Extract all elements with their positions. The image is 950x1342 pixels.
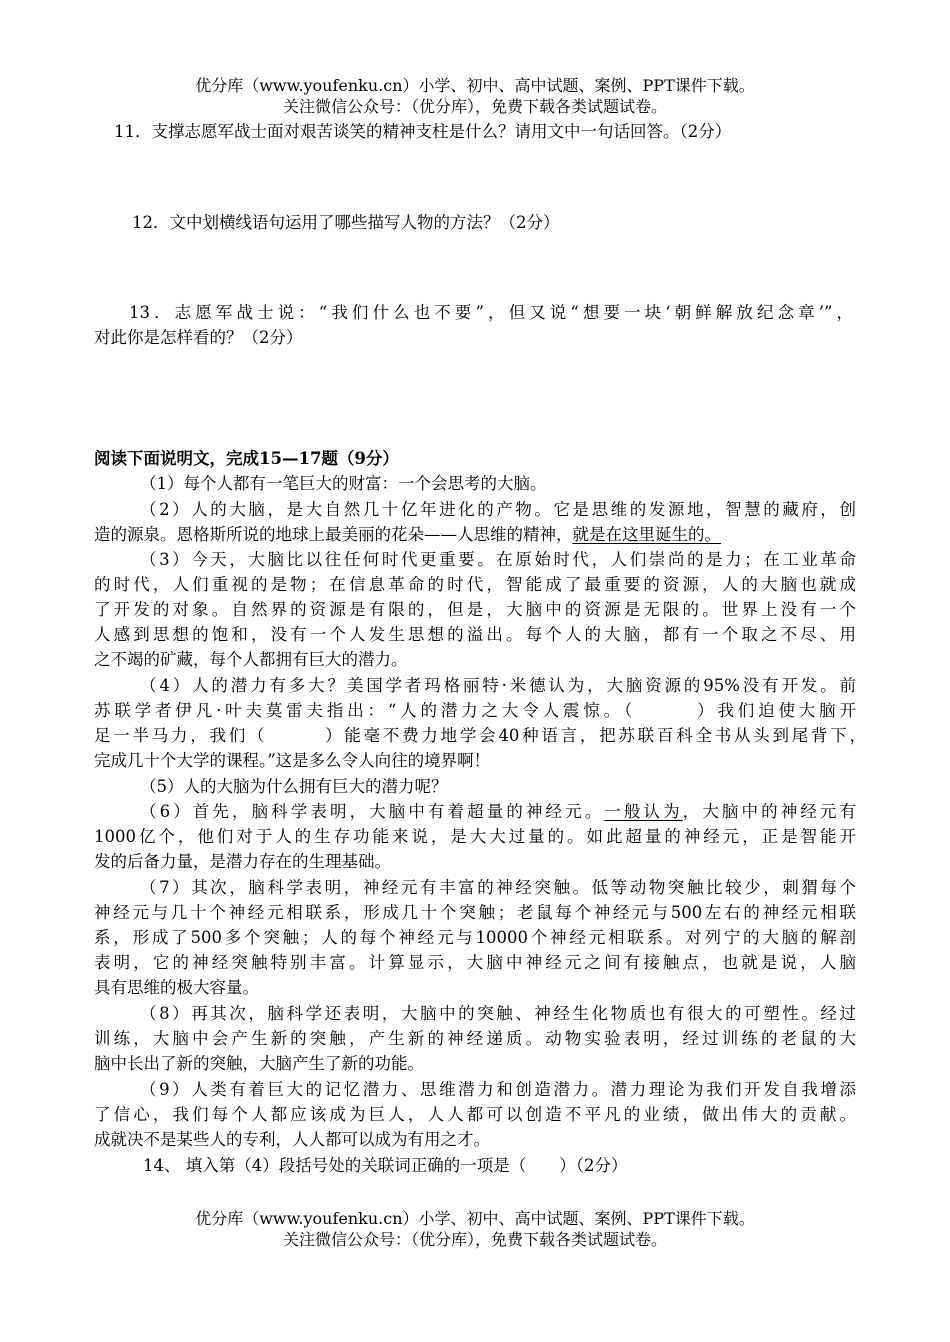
underlined-sentence: 就是在这里诞生的。 [572, 525, 721, 544]
paragraph-7-line-2: 神经元与几十个神经元相联系，形成几十个突触；老鼠每个神经元与500左右的神经元相联 [94, 903, 856, 922]
paragraph-4-line-4: 完成几十个大学的课程。”这是多么令人向往的境界啊！ [94, 751, 491, 770]
paragraph-7-line-4: 表明，它的神经突触特别丰富。计算显示，大脑中神经元之间有接触点，也就是说，人脑 [94, 953, 856, 972]
header-line-1: 优分库（www.youfenku.cn）小学、初中、高中试题、案例、PPT课件下载。 [195, 76, 755, 95]
paragraph-9-line-1: （9）人类有着巨大的记忆潜力、思维潜力和创造潜力。潜力理论为我们开发自我增添 [140, 1080, 856, 1099]
footer-line-1: 优分库（www.youfenku.cn）小学、初中、高中试题、案例、PPT课件下载。 [195, 1209, 755, 1228]
paragraph-4-line-1: （4）人的潜力有多大？美国学者玛格丽特·米德认为，大脑资源的95%没有开发。前 [140, 676, 856, 695]
paragraph-8-line-2: 训练，大脑中会产生新的突触，产生新的神经递质。动物实验表明，经过训练的老鼠的大 [94, 1029, 856, 1048]
paragraph-2-line-1: （2）人的大脑，是大自然几十亿年进化的产物。它是思维的发源地，智慧的藏府，创 [140, 500, 856, 519]
paragraph-1: （1）每个人都有一笔巨大的财富：一个会思考的大脑。 [140, 474, 547, 493]
paragraph-3-line-4: 人感到思想的饱和，没有一个人发生思想的溢出。每个人的大脑，都有一个取之不尽、用 [94, 625, 856, 644]
paragraph-2-line-2-text: 造的源泉。恩格斯所说的地球上最美丽的花朵——人思维的精神， [94, 525, 573, 544]
paragraph-7-line-5: 具有思维的极大容量。 [94, 978, 259, 997]
footer-line-2: 关注微信公众号：（优分库），免费下载各类试题试卷。 [282, 1230, 667, 1249]
paragraph-3-line-2: 的时代，人们重视的是物；在信息革命的时代，智能成了最重要的资源，人的大脑也就成 [94, 575, 856, 594]
paragraph-2-line-2 [94, 524, 721, 546]
paragraph-9-line-3: 成就决不是某些人的专利，人人都可以成为有用之才。 [94, 1130, 490, 1149]
paragraph-8-line-1: （8）再其次，脑科学还表明，大脑中的突触、神经生化物质也有很大的可塑性。经过 [140, 1004, 856, 1023]
paragraph-4-line-3: 足一半马力，我们（ ）能毫不费力地学会40种语言，把苏联百科全书从头到尾背下， [94, 726, 866, 745]
question-11: 11．支撑志愿军战士面对艰苦谈笑的精神支柱是什么？请用文中一句话回答。（2分） [114, 122, 732, 141]
header-line-2: 关注微信公众号：（优分库），免费下载各类试题试卷。 [282, 97, 667, 116]
question-13-line-1: 13．志愿军战士说：“我们什么也不要”，但又说“想要一块‘朝鲜解放纪念章’”， [129, 303, 853, 322]
question-13-line-2: 对此你是怎样看的？（2分） [94, 328, 303, 347]
paragraph-6-line-1-text-b: ，大脑中的神经元有 [682, 802, 857, 821]
paragraph-3-line-5: 之不竭的矿藏，每个人都拥有巨大的潜力。 [94, 650, 408, 669]
paragraph-3-line-3: 了开发的对象。自然界的资源是有限的，但是，大脑中的资源是无限的。世界上没有一个 [94, 600, 856, 619]
paragraph-7-line-3: 系，形成了500多个突触；人的每个神经元与10000个神经元相联系。对列宁的大脑的解剖 [94, 928, 856, 947]
paragraph-6-line-3: 发的后备力量，是潜力存在的生理基础。 [94, 852, 391, 871]
paragraph-5: （5）人的大脑为什么拥有巨大的潜力呢？ [140, 777, 448, 796]
underlined-phrase: 一般认为 [604, 802, 683, 821]
paragraph-7-line-1: （7）其次，脑科学表明，神经元有丰富的神经突触。低等动物突触比较少，刺猬每个 [140, 878, 856, 897]
paragraph-4-line-2: 苏联学者伊凡·叶夫莫雷夫指出：“人的潜力之大令人震惊。（ ）我们迫使大脑开 [94, 701, 856, 720]
paragraph-6-line-1-text-a: （6）首先，脑科学表明，大脑中有着超量的神经元。 [140, 802, 605, 821]
question-14: 14、 填入第（4）段括号处的关联词正确的一项是（ ）（2分） [143, 1156, 628, 1175]
paragraph-8-line-3: 脑中长出了新的突触，大脑产生了新的功能。 [94, 1054, 424, 1073]
paragraph-6-line-1 [140, 801, 856, 823]
paragraph-3-line-1: （3）今天，大脑比以往任何时代更重要。在原始时代，人们崇尚的是力；在工业革命 [140, 550, 856, 569]
reading-intro: 阅读下面说明文，完成15—17题（9分） [94, 449, 399, 468]
paragraph-6-line-2: 1000亿个，他们对于人的生存功能来说，是大大过量的。如此超量的神经元，正是智能开 [94, 827, 856, 846]
paragraph-9-line-2: 了信心，我们每个人都应该成为巨人，人人都可以创造不平凡的业绩，做出伟大的贡献。 [94, 1105, 856, 1124]
question-12: 12．文中划横线语句运用了哪些描写人物的方法？（2分） [132, 213, 560, 232]
